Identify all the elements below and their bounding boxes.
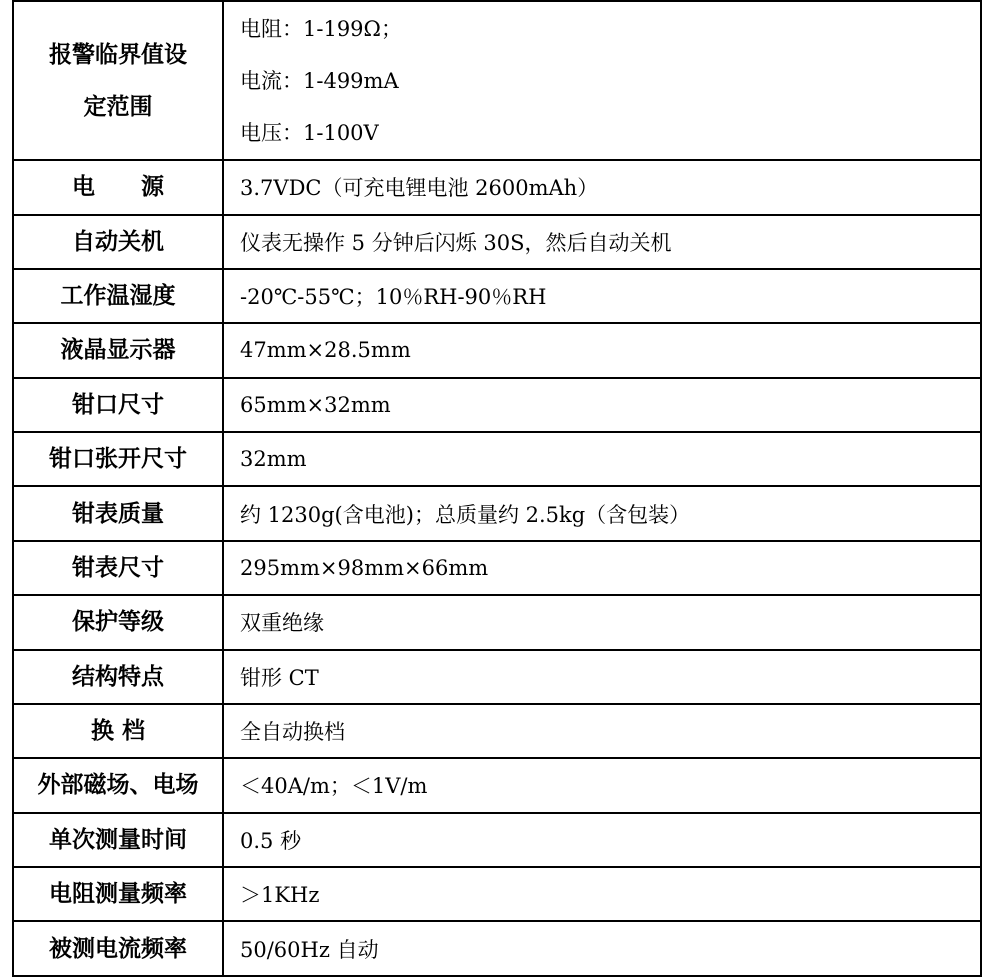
row-value: ＜40A/m；＜1V/m xyxy=(223,758,981,812)
table-row xyxy=(13,269,981,323)
table-row xyxy=(13,758,981,812)
table-row xyxy=(13,160,981,214)
table-row xyxy=(13,541,981,595)
row-value: 仪表无操作 5 分钟后闪烁 30S，然后自动关机 xyxy=(223,215,981,269)
row-label: 被测电流频率 xyxy=(13,921,223,976)
row-label: 电 源 xyxy=(13,160,223,214)
row-value: 约 1230g(含电池)；总质量约 2.5kg（含包装） xyxy=(223,486,981,540)
row-label: 外部磁场、电场 xyxy=(13,758,223,812)
row-label: 保护等级 xyxy=(13,595,223,649)
table-row xyxy=(13,650,981,704)
row-label: 钳表尺寸 xyxy=(13,541,223,595)
row-label: 换 档 xyxy=(13,704,223,758)
row-value: 50/60Hz 自动 xyxy=(223,921,981,976)
row-value: ＞1KHz xyxy=(223,867,981,921)
row-label-line: 报警临界值设 xyxy=(49,41,187,68)
row-value-line: 电阻：1-199Ω； xyxy=(240,16,402,41)
row-value: 0.5 秒 xyxy=(223,813,981,867)
row-value: 65mm×32mm xyxy=(223,378,981,432)
row-value: 295mm×98mm×66mm xyxy=(223,541,981,595)
row-value: 32mm xyxy=(223,432,981,486)
table-row xyxy=(13,921,981,976)
row-label: 电阻测量频率 xyxy=(13,867,223,921)
table-row xyxy=(13,813,981,867)
row-label: 钳口张开尺寸 xyxy=(13,432,223,486)
table-row xyxy=(13,215,981,269)
row-value: 钳形 CT xyxy=(223,650,981,704)
row-value-line: 电压：1-100V xyxy=(240,120,379,145)
row-value: 双重绝缘 xyxy=(223,595,981,649)
table-row xyxy=(13,378,981,432)
table-row xyxy=(13,432,981,486)
row-value: -20℃-55℃；10％RH-90％RH xyxy=(223,269,981,323)
table-row xyxy=(13,1,981,160)
row-label: 单次测量时间 xyxy=(13,813,223,867)
row-label-line: 定范围 xyxy=(83,93,153,120)
row-label: 结构特点 xyxy=(13,650,223,704)
row-label: 工作温湿度 xyxy=(13,269,223,323)
row-label: 钳表质量 xyxy=(13,486,223,540)
table-row xyxy=(13,595,981,649)
row-label: 自动关机 xyxy=(13,215,223,269)
table-row xyxy=(13,323,981,377)
row-label: 钳口尺寸 xyxy=(13,378,223,432)
row-value: 47mm×28.5mm xyxy=(223,323,981,377)
row-value-alarm-range xyxy=(223,1,981,160)
row-label-alarm-range xyxy=(13,1,223,160)
row-value: 全自动换档 xyxy=(223,704,981,758)
row-value: 3.7VDC（可充电锂电池 2600mAh） xyxy=(223,160,981,214)
spec-table xyxy=(12,0,982,977)
table-row xyxy=(13,486,981,540)
row-label: 液晶显示器 xyxy=(13,323,223,377)
table-row xyxy=(13,704,981,758)
row-value-line: 电流：1-499mA xyxy=(240,68,399,93)
table-row xyxy=(13,867,981,921)
